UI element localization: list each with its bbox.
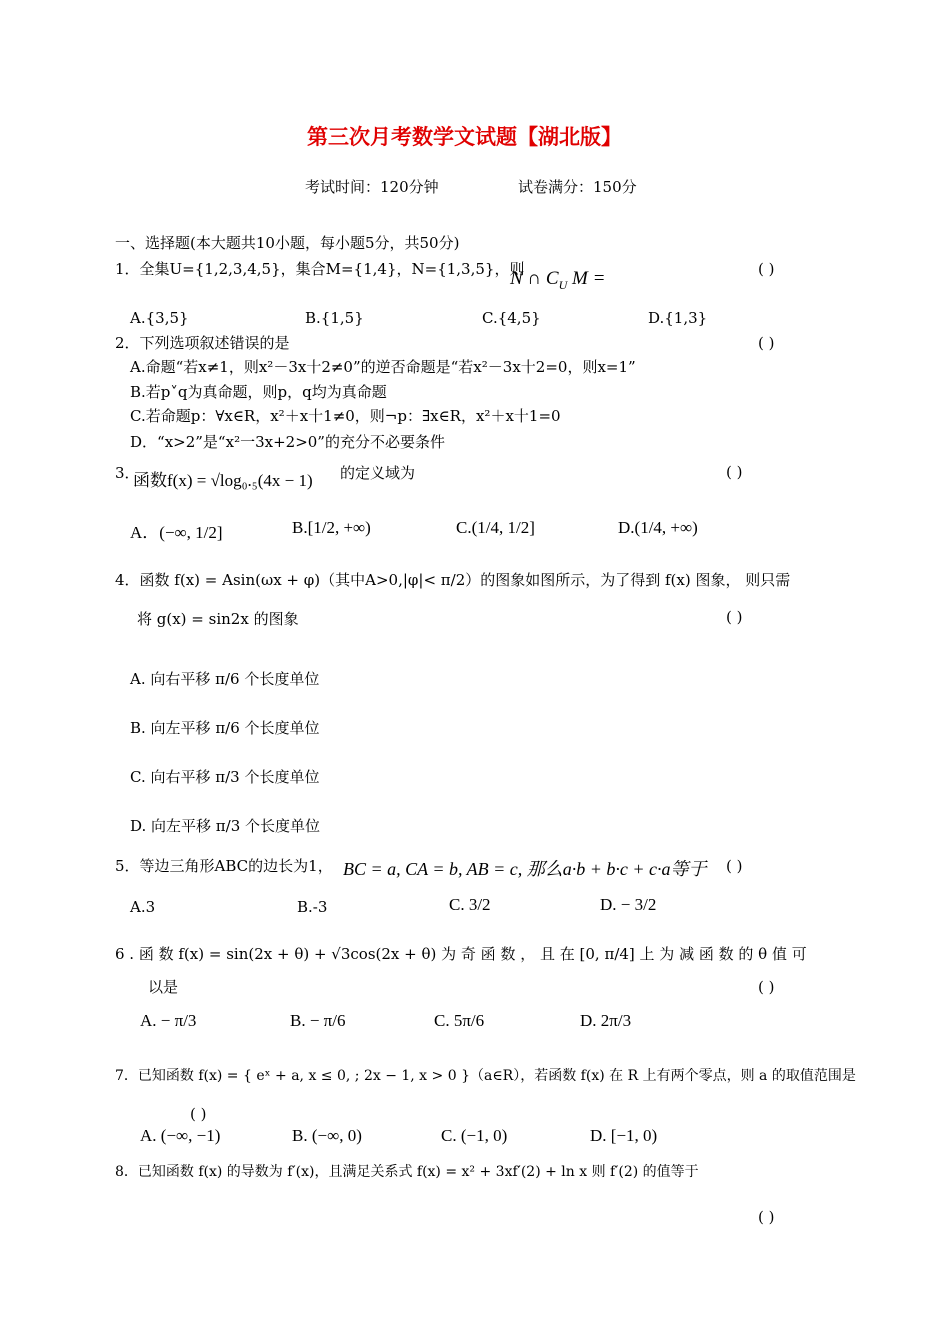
q2-option-c: C.若命题p：∀x∈R，x²＋x十1≠0，则¬p：∃x∈R，x²＋x十1=0	[130, 407, 561, 425]
q7-option-d: D. [−1, 0)	[590, 1126, 658, 1145]
q6-answer-paren: ( )	[758, 978, 775, 996]
q7-stem: 7．已知函数 f(x) = { eˣ + a, x ≤ 0, ; 2x − 1, x > 0 }（a∈R），若函数 f(x) 在 R 上有两个零点，则 a 的取值范围是	[115, 1068, 856, 1084]
q4-option-b: B. 向左平移 π/6 个长度单位	[130, 719, 320, 737]
q1-formula: N ∩ $C_U$ M =	[510, 268, 606, 292]
q2-answer-paren: ( )	[758, 334, 775, 352]
q7-answer-paren: ( )	[190, 1105, 207, 1123]
q3-option-c: C.(1/4, 1/2]	[456, 518, 535, 537]
q4-answer-paren: ( )	[726, 608, 743, 626]
q1-option-d: D.{1,3}	[648, 309, 708, 327]
q3-option-b: B.[1/2, +∞)	[292, 518, 371, 537]
q1-stem: 1．全集U={1,2,3,4,5}，集合M={1,4}，N={1,3,5}，则	[115, 260, 525, 278]
q3-option-a: A．(−∞, 1/2]	[130, 523, 223, 542]
q3-answer-paren: ( )	[726, 463, 743, 481]
q5-option-c: C. 3/2	[449, 895, 491, 914]
q1-answer-paren: ( )	[758, 260, 775, 278]
q6-stem-2: 以是	[148, 978, 179, 996]
q4-option-a: A. 向右平移 π/6 个长度单位	[130, 670, 320, 688]
q1-option-b: B.{1,5}	[305, 309, 364, 327]
q3-tail: 的定义域为	[340, 464, 416, 482]
q2-option-d: D．“x>2”是“x²一3x+2>0”的充分不必要条件	[130, 433, 445, 451]
q4-option-c: C. 向右平移 π/3 个长度单位	[130, 768, 320, 786]
q6-option-d: D. 2π/3	[580, 1011, 632, 1030]
q5-option-d: D. − 3/2	[600, 895, 657, 914]
exam-score: 试卷满分：150分	[518, 178, 637, 196]
q3-option-d: D.(1/4, +∞)	[618, 518, 698, 537]
q4-option-d: D. 向左平移 π/3 个长度单位	[130, 817, 321, 835]
q6-option-a: A. − π/3	[140, 1011, 197, 1030]
q5-answer-paren: ( )	[726, 857, 743, 875]
q6-stem: 6 . 函 数 f(x) = sin(2x + θ) + √3cos(2x + θ) 为 奇 函 数 ， 且 在 [0, π/4] 上 为 减 函 数 的 θ 值 可	[115, 945, 807, 963]
section-heading: 一、选择题(本大题共10小题，每小题5分，共50分)	[115, 234, 460, 252]
exam-time: 考试时间：120分钟	[305, 178, 439, 196]
q2-option-b: B.若p˅q为真命题，则p，q均为真命题	[130, 383, 387, 401]
q5-stem: 5．等边三角形ABC的边长为1，	[115, 857, 333, 875]
q5-option-a: A.3	[130, 898, 156, 916]
q5-formula: BC = a, CA = b, AB = c, 那么a·b + b·c + c·a等于	[343, 859, 707, 879]
q1-option-a: A.{3,5}	[130, 309, 189, 327]
q7-option-b: B. (−∞, 0)	[292, 1126, 362, 1145]
q4-stem-2: 将 g(x) = sin2x 的图象	[137, 610, 299, 628]
page-title: 第三次月考数学文试题【湖北版】	[307, 124, 622, 149]
q7-option-c: C. (−1, 0)	[441, 1126, 508, 1145]
q8-stem: 8．已知函数 f(x) 的导数为 f′(x)，且满足关系式 f(x) = x² + 3xf′(2) + ln x 则 f′(2) 的值等于	[115, 1164, 699, 1180]
q3-formula: 函数f(x) = √log₀.₅(4x − 1)	[133, 471, 313, 490]
q1-option-c: C.{4,5}	[482, 309, 541, 327]
q6-option-b: B. − π/6	[290, 1011, 346, 1030]
q4-stem: 4．函数 f(x) = Asin(ωx + φ)（其中A>0,|φ|< π/2）的图象如图所示，为了得到 f(x) 图象， 则只需	[115, 571, 791, 589]
q2-option-a: A.命题“若x≠1，则x²－3x十2≠0”的逆否命题是“若x²－3x十2=0，则x=1”	[130, 358, 636, 376]
q5-option-b: B.-3	[297, 898, 328, 916]
q3-number: 3．	[115, 464, 140, 482]
q2-stem: 2．下列选项叙述错误的是	[115, 334, 290, 352]
q8-answer-paren: ( )	[758, 1208, 775, 1226]
q6-option-c: C. 5π/6	[434, 1011, 485, 1030]
q7-option-a: A. (−∞, −1)	[140, 1126, 221, 1145]
